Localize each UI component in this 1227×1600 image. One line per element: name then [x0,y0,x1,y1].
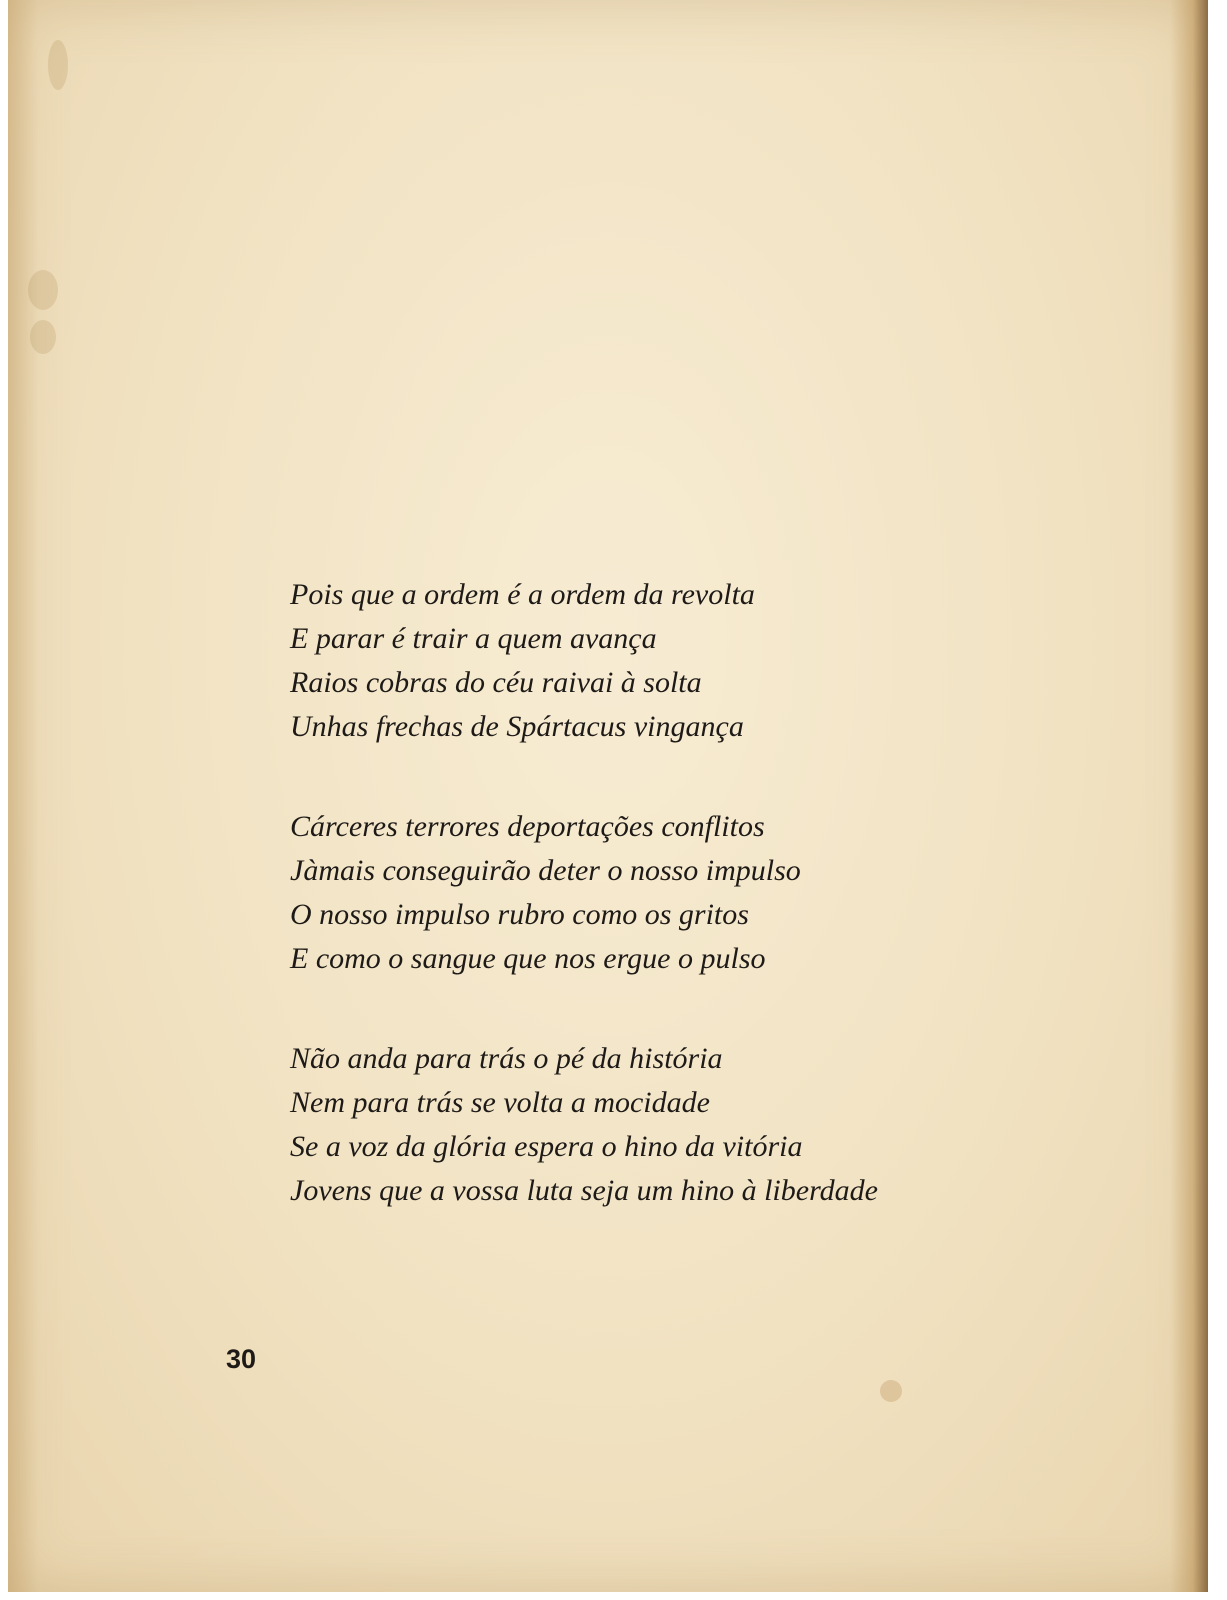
poem-line: Se a voz da glória espera o hino da vitória [290,1130,803,1163]
poem-line: Jovens que a vossa luta seja um hino à liberdade [290,1174,878,1207]
poem-line: E parar é trair a quem avança [290,622,657,655]
poem [290,573,1010,1269]
stanza-1 [290,573,1010,749]
poem-line: Nem para trás se volta a mocidade [290,1086,710,1119]
poem-line: Não anda para trás o pé da história [290,1042,723,1075]
poem-line: E como o sangue que nos ergue o pulso [290,942,766,975]
paper-stain [48,40,68,90]
poem-line: Jàmais conseguirão deter o nosso impulso [290,854,801,887]
poem-line: Unhas frechas de Spártacus vingança [290,710,744,743]
poem-line: Pois que a ordem é a ordem da revolta [290,578,755,611]
paper-stain [30,320,56,354]
poem-line: O nosso impulso rubro como os gritos [290,898,749,931]
poem-line: Raios cobras do céu raivai à solta [290,666,702,699]
paper-stain [880,1380,902,1402]
page-number: 30 [226,1344,257,1374]
stanza-2 [290,805,1010,981]
poem-line: Cárceres terrores deportações conflitos [290,810,765,843]
stanza-3 [290,1037,1010,1213]
page-right-edge-shadow [1170,0,1208,1592]
page-left-edge-shadow [8,0,38,1592]
paper-stain [28,270,58,310]
book-page [8,0,1208,1592]
